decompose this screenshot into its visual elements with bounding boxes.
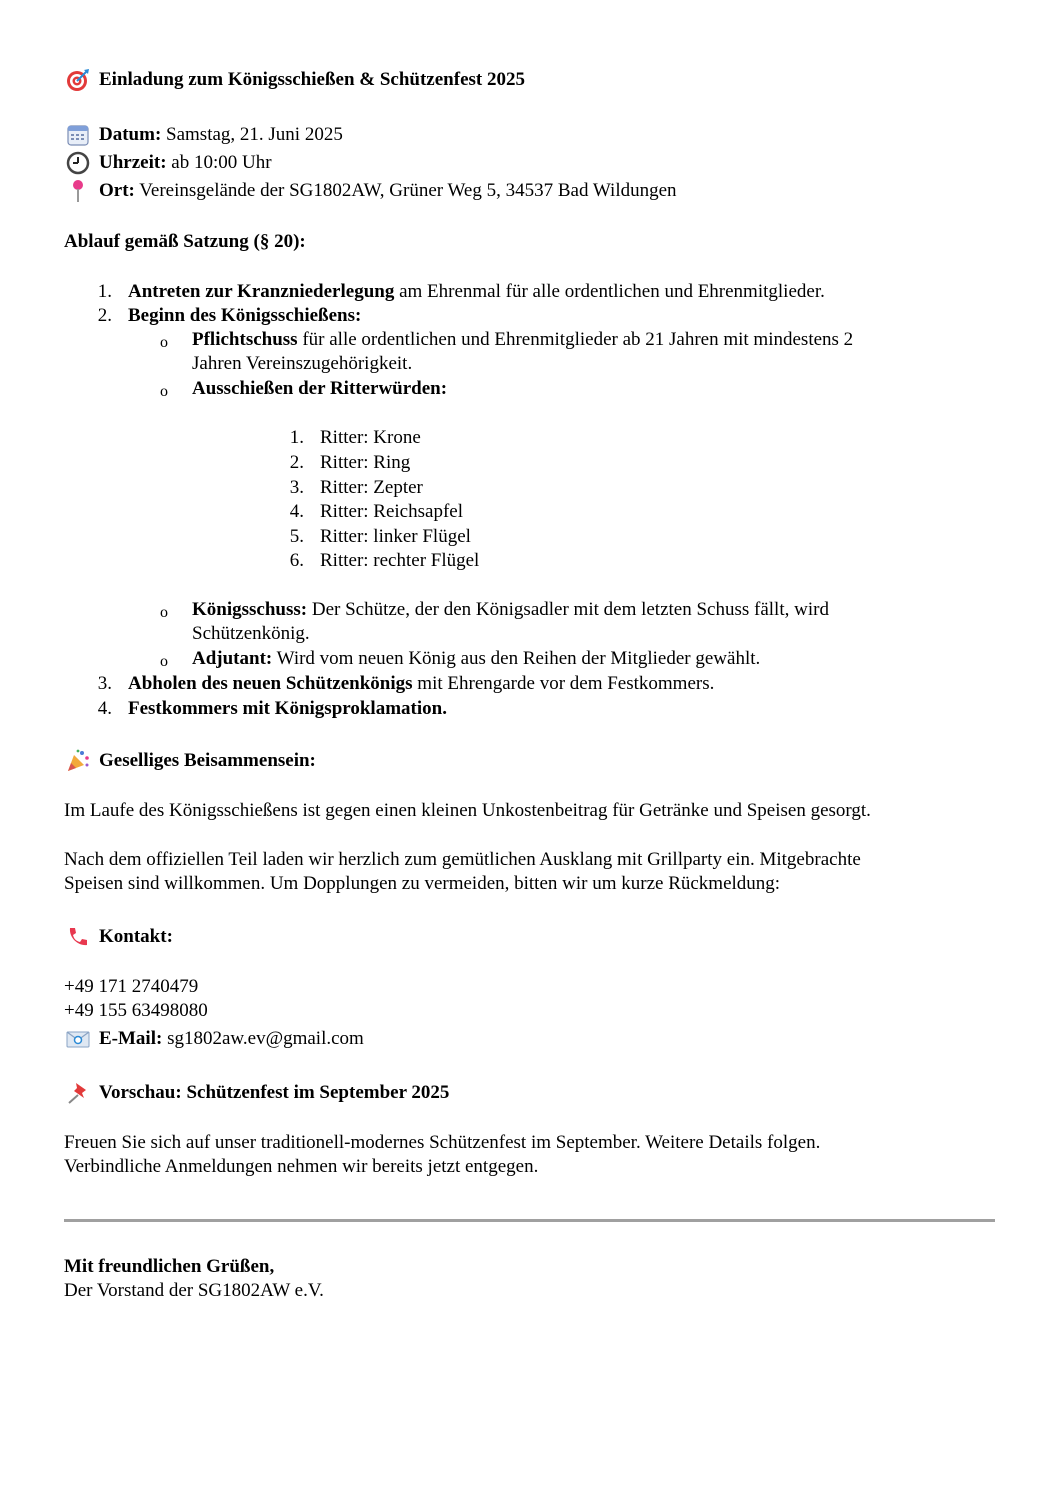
phone-number-1: +49 171 2740479 [64, 976, 199, 997]
party-popper-icon [66, 749, 90, 773]
vorschau-paragraph-2: Verbindliche Anmeldungen nehmen wir bereits jetzt entgegen. [64, 1156, 539, 1177]
gesellig-paragraph-1: Im Laufe des Königsschießens ist gegen einen kleinen Unkostenbeitrag für Getränke und Speisen gesorgt. [64, 800, 871, 821]
ritter-item: Ritter: rechter Flügel [320, 550, 480, 571]
ritter-item: Ritter: Krone [320, 427, 421, 448]
ritter-number: 5. [289, 526, 304, 547]
clock-icon [66, 151, 90, 175]
target-icon [66, 68, 90, 92]
koenigsschuss-line-1: Königsschuss: Der Schütze, der den Königsadler mit dem letzten Schuss fällt, wird [192, 599, 829, 620]
pin-icon [66, 179, 90, 203]
step-1: Antreten zur Kranzniederlegung am Ehrenmal für alle ordentlichen und Ehrenmitglieder. [128, 281, 825, 302]
pflichtschuss-line-1: Pflichtschuss für alle ordentlichen und Ehrenmitglieder ab 21 Jahren mit mindestens 2 [192, 329, 854, 350]
step-number: 2. [97, 305, 112, 326]
step-3: Abholen des neuen Schützenkönigs mit Ehrengarde vor dem Festkommers. [128, 673, 715, 694]
ritter-number: 6. [289, 550, 304, 571]
gesellig-paragraph-2a: Nach dem offiziellen Teil laden wir herzlich zum gemütlichen Ausklang mit Grillparty ein. Mitgebrachte [64, 849, 861, 870]
kontakt-heading: Kontakt: [99, 926, 173, 947]
ritter-number: 1. [289, 427, 304, 448]
gesellig-paragraph-2b: Speisen sind willkommen. Um Dopplungen zu vermeiden, bitten wir um kurze Rückmeldung: [64, 873, 781, 894]
email-line: E-Mail: sg1802aw.ev@gmail.com [99, 1028, 364, 1049]
bullet: o [160, 653, 168, 670]
page-title: Einladung zum Königsschießen & Schützenfest 2025 [99, 69, 525, 90]
bullet: o [160, 604, 168, 621]
calendar-icon [66, 123, 90, 147]
bullet: o [160, 334, 168, 351]
phone-number-2: +49 155 63498080 [64, 1000, 208, 1021]
ort-line: Ort: Vereinsgelände der SG1802AW, Grüner Weg 5, 34537 Bad Wildungen [99, 180, 677, 201]
ritter-number: 4. [289, 501, 304, 522]
ritter-item: Ritter: Ring [320, 452, 411, 473]
vorschau-paragraph-1: Freuen Sie sich auf unser traditionell-modernes Schützenfest im September. Weitere Details folgen. [64, 1132, 821, 1153]
ablauf-heading: Ablauf gemäß Satzung (§ 20): [64, 231, 306, 252]
closing-signature: Der Vorstand der SG1802AW e.V. [64, 1280, 324, 1301]
step-2: Beginn des Königsschießens: [128, 305, 362, 326]
ritter-item: Ritter: linker Flügel [320, 526, 471, 547]
koenigsschuss-line-2: Schützenkönig. [192, 623, 310, 644]
vorschau-heading: Vorschau: Schützenfest im September 2025 [99, 1082, 450, 1103]
envelope-icon [66, 1027, 90, 1051]
datum-line: Datum: Samstag, 21. Juni 2025 [99, 124, 343, 145]
ritter-item: Ritter: Zepter [320, 477, 423, 498]
ritter-number: 2. [289, 452, 304, 473]
adjutant-line: Adjutant: Wird vom neuen König aus den Reihen der Mitglieder gewählt. [192, 648, 761, 669]
uhrzeit-line: Uhrzeit: ab 10:00 Uhr [99, 152, 272, 173]
divider [64, 1219, 995, 1222]
bullet: o [160, 383, 168, 400]
gesellig-heading: Geselliges Beisammensein: [99, 750, 316, 771]
step-4: Festkommers mit Königsproklamation. [128, 698, 447, 719]
pushpin-icon [66, 1081, 90, 1105]
ritter-item: Ritter: Reichsapfel [320, 501, 463, 522]
ausschiessen-line: Ausschießen der Ritterwürden: [192, 378, 448, 399]
step-number: 3. [97, 673, 112, 694]
pflichtschuss-line-2: Jahren Vereinszugehörigkeit. [192, 353, 413, 374]
step-number: 4. [97, 698, 112, 719]
telephone-icon [66, 925, 90, 949]
step-number: 1. [97, 281, 112, 302]
ritter-number: 3. [289, 477, 304, 498]
closing-greeting: Mit freundlichen Grüßen, [64, 1256, 275, 1277]
email-link[interactable]: sg1802aw.ev@gmail.com [167, 1028, 364, 1049]
